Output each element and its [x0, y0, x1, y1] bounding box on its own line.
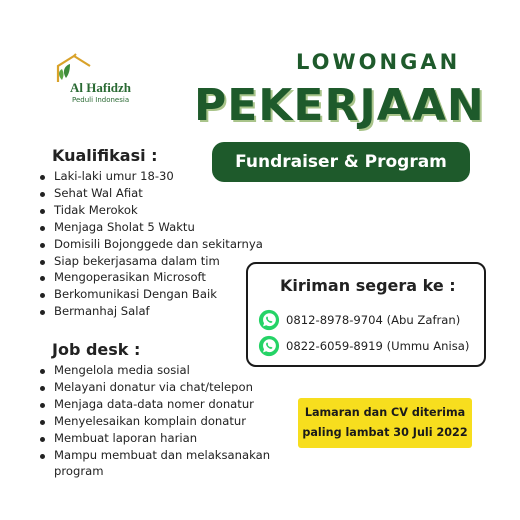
list-item: Laki-laki umur 18-30 [36, 168, 263, 185]
contact-phone: 0812-8978-9704 (Abu Zafran) [286, 313, 461, 327]
jobdesk-list [36, 362, 304, 480]
list-item: Mengelola media sosial [36, 362, 304, 379]
list-item: Bermanhaj Salaf [36, 303, 263, 320]
list-item: Menjaga data-data nomer donatur [36, 396, 304, 413]
list-item: Siap bekerjasama dalam tim [36, 253, 263, 270]
brand-logo [52, 52, 162, 108]
list-item: Membuat laporan harian [36, 430, 304, 447]
kualifikasi-list [36, 168, 263, 320]
whatsapp-icon [258, 309, 280, 331]
contact-title: Kiriman segera ke : [280, 276, 456, 295]
contact-phone: 0822-6059-8919 (Ummu Anisa) [286, 339, 470, 353]
list-item: Sehat Wal Afiat [36, 185, 263, 202]
list-item: Melayani donatur via chat/telepon [36, 379, 304, 396]
list-item: Mampu membuat dan melaksanakan program [36, 447, 304, 481]
list-item: Mengoperasikan Microsoft [36, 269, 263, 286]
list-item: Menjaga Sholat 5 Waktu [36, 219, 263, 236]
list-item: Berkomunikasi Dengan Baik [36, 286, 263, 303]
contact-row[interactable] [258, 308, 460, 332]
kualifikasi-title: Kualifikasi : [52, 146, 158, 165]
deadline-line2: paling lambat 30 Juli 2022 [302, 426, 468, 439]
whatsapp-icon [258, 335, 280, 357]
deadline-banner [298, 398, 472, 448]
deadline-line1: Lamaran dan CV diterima [304, 406, 466, 419]
list-item: Tidak Merokok [36, 202, 263, 219]
contact-row[interactable] [258, 334, 469, 358]
header-line2: PEKERJAAN [194, 80, 485, 131]
jobdesk-title: Job desk : [52, 340, 141, 359]
contact-box [246, 262, 486, 367]
role-badge: Fundraiser & Program [212, 142, 470, 182]
list-item: Domisili Bojonggede dan sekitarnya [36, 236, 263, 253]
logo-name: Al Hafidzh [70, 80, 132, 95]
header-line1: LOWONGAN [296, 50, 461, 74]
list-item: Menyelesaikan komplain donatur [36, 413, 304, 430]
logo-tagline: Peduli Indonesia [72, 96, 130, 104]
